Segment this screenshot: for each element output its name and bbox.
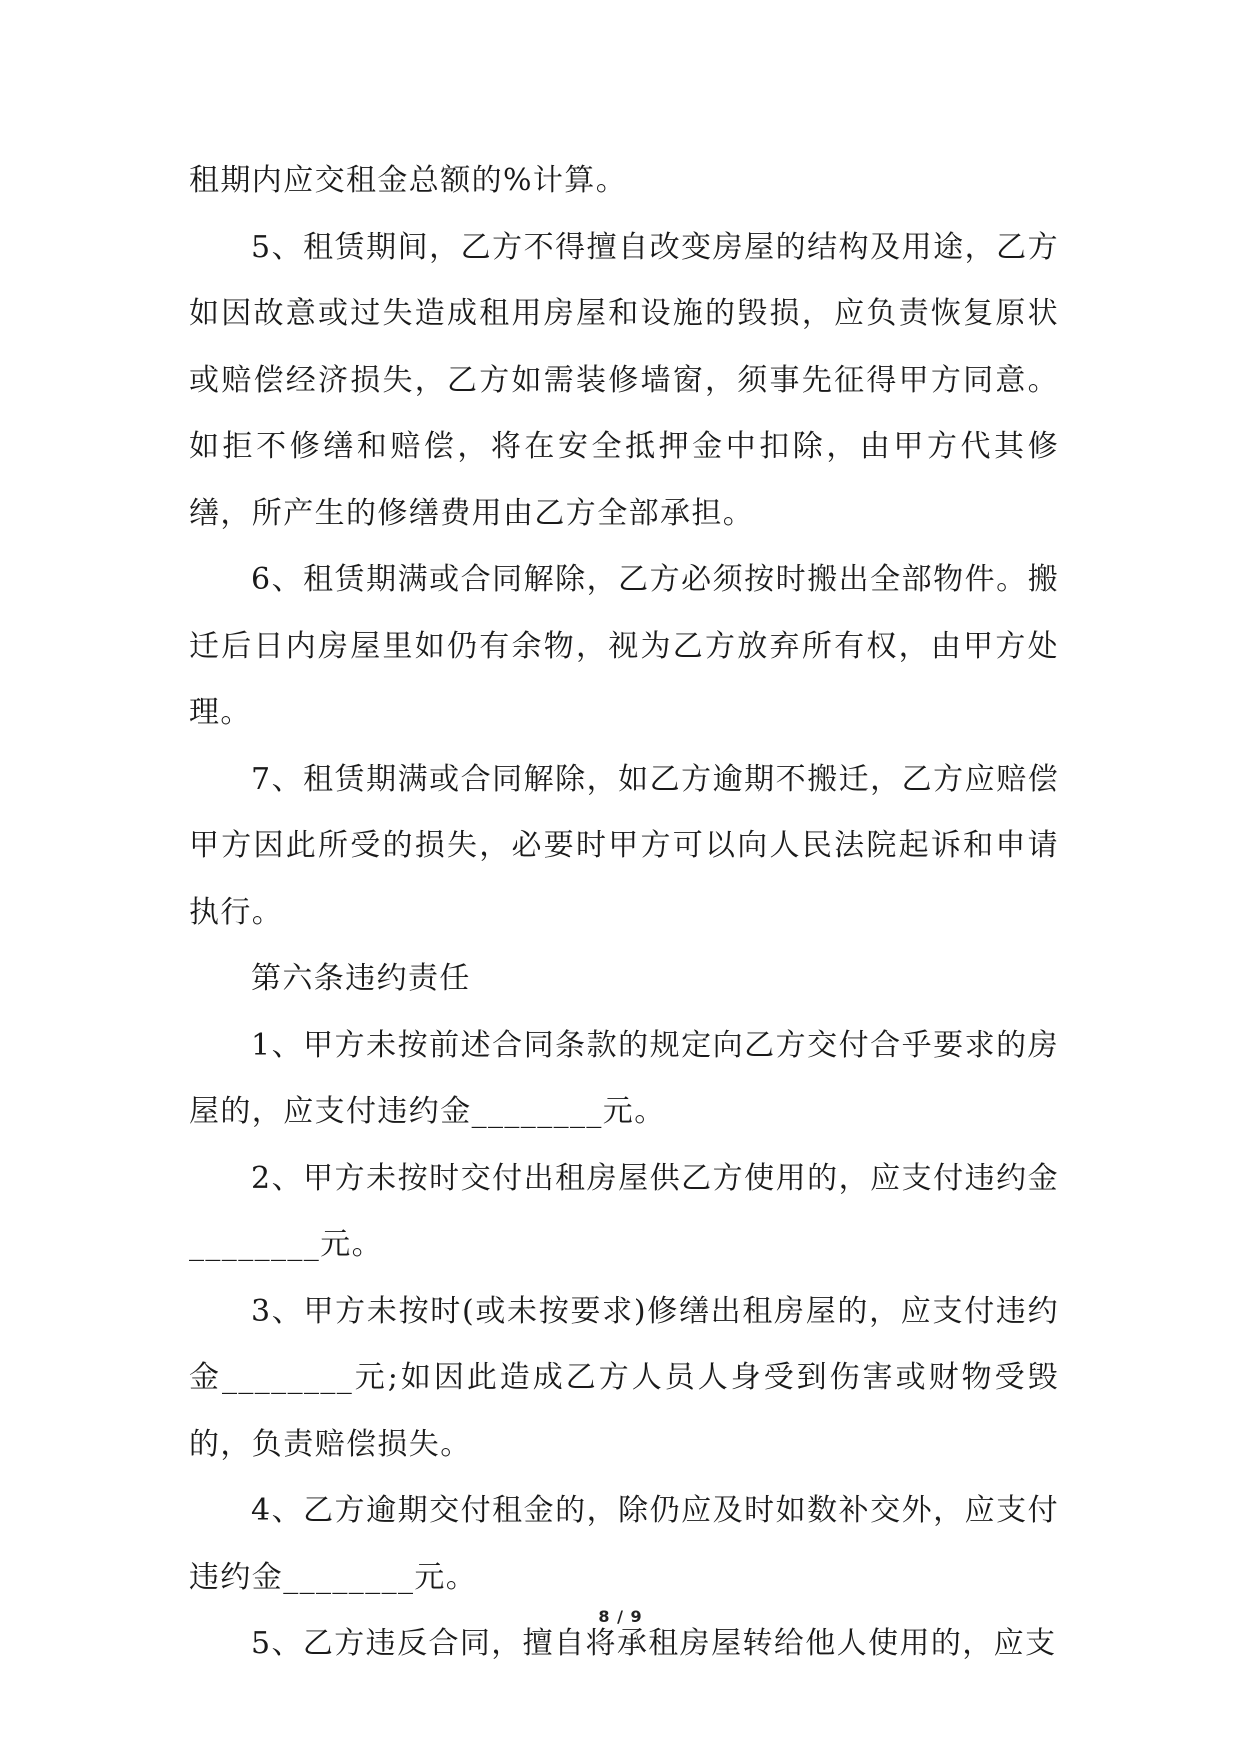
document-body xyxy=(189,148,1059,1678)
paragraph-clause-7-overdue: 7、租赁期满或合同解除，如乙方逾期不搬迁，乙方应赔偿甲方因此所受的损失，必要时甲方可以向人民法院起诉和申请执行。 xyxy=(189,761,1059,930)
paragraph-liability-2: 2、甲方未按时交付出租房屋供乙方使用的，应支付违约金________元。 xyxy=(189,1160,1059,1262)
paragraph-clause-5-alteration: 5、租赁期间，乙方不得擅自改变房屋的结构及用途，乙方如因故意或过失造成租用房屋和设施的毁损，应负责恢复原状或赔偿经济损失，乙方如需装修墙窗，须事先征得甲方同意。如拒不修缮和赔偿，将在安全抵押金中扣除，由甲方代其修缮，所产生的修缮费用由乙方全部承担。 xyxy=(189,229,1059,531)
paragraph-liability-3: 3、甲方未按时(或未按要求)修缮出租房屋的，应支付违约金________元;如因此造成乙方人员人身受到伤害或财物受毁的，负责赔偿损失。 xyxy=(189,1293,1059,1462)
paragraph-liability-5: 5、乙方违反合同，擅自将承租房屋转给他人使用的，应支 xyxy=(251,1626,1057,1661)
page-number: 8 / 9 xyxy=(598,1607,643,1626)
paragraph-clause-6-move-out: 6、租赁期满或合同解除，乙方必须按时搬出全部物件。搬迁后日内房屋里如仍有余物，视为乙方放弃所有权，由甲方处理。 xyxy=(189,562,1059,730)
paragraph-continuation: 租期内应交租金总额的%计算。 xyxy=(189,163,628,198)
paragraph-liability-1: 1、甲方未按前述合同条款的规定向乙方交付合乎要求的房屋的，应支付违约金________元。 xyxy=(189,1027,1059,1129)
section-heading-liability: 第六条违约责任 xyxy=(251,961,471,996)
paragraph-liability-4: 4、乙方逾期交付租金的，除仍应及时如数补交外，应支付违约金________元。 xyxy=(189,1493,1059,1595)
